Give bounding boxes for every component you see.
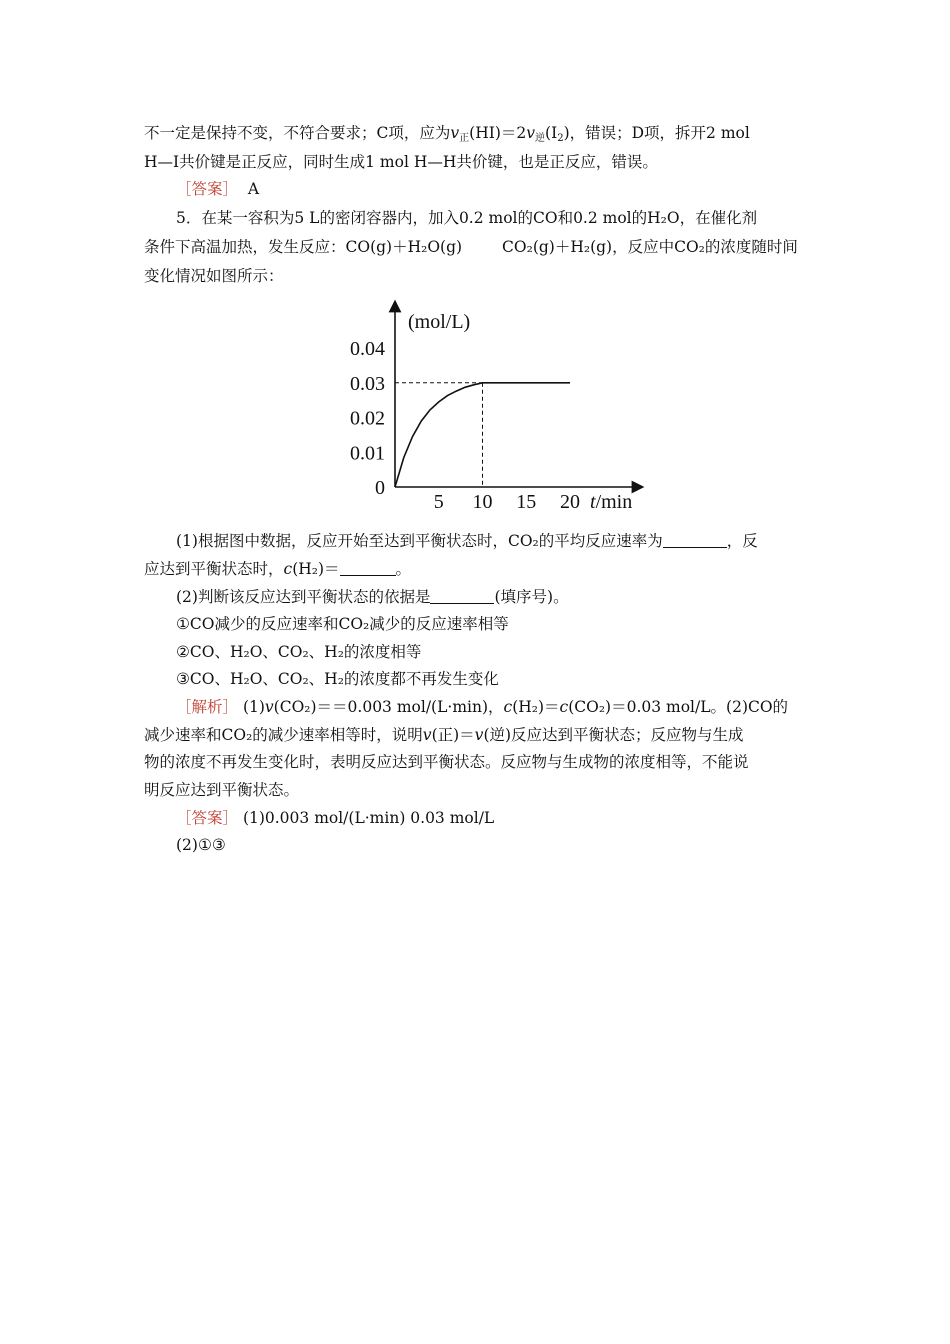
analysis-line-3: 物的浓度不再发生变化时，表明反应达到平衡状态。反应物与生成物的浓度相等，不能说 xyxy=(144,753,749,771)
answer-blank-2[interactable] xyxy=(340,561,396,576)
final-answer-tag: ［答案］ xyxy=(176,809,239,827)
x-tick-label: 10 xyxy=(472,491,493,513)
analysis-line-1: ［解析］ (1)v(CO₂)＝＝0.003 mol/(L·min)，c(H₂)＝c(CO₂)＝0.03 mol/L。(2)CO的 xyxy=(176,698,789,716)
q5-line-1: 5．在某一容积为5 L的密闭容器内，加入0.2 mol的CO和0.2 mol的H₂O，在催化剂 xyxy=(176,209,758,227)
x-tick-label: 5 xyxy=(433,491,444,513)
y-tick-label: 0.04 xyxy=(350,338,385,360)
y-tick-label: 0.03 xyxy=(350,372,385,395)
final-answer-1: ［答案］ (1)0.003 mol/(L·min) 0.03 mol/L xyxy=(176,809,495,827)
answer-blank-3[interactable] xyxy=(430,589,494,604)
q5-line-3: 变化情况如图所示： xyxy=(144,267,284,285)
option-1: ①CO减少的反应速率和CO₂减少的反应速率相等 xyxy=(176,615,509,633)
option-2: ②CO、H₂O、CO₂、H₂的浓度相等 xyxy=(176,643,422,661)
prev-line-2: H—I共价键是正反应，同时生成1 mol H—H共价键，也是正反应，错误。 xyxy=(144,153,658,171)
co2-concentration-chart xyxy=(338,298,658,518)
analysis-line-2: 减少速率和CO₂的减少速率相等时，说明v(正)＝v(逆)反应达到平衡状态；反应物与生成 xyxy=(144,726,744,744)
answer-blank-1[interactable] xyxy=(663,533,727,548)
prev-line-1: 不一定是保持不变，不符合要求；C项，应为$v_正(HI)=2v_逆(I_2)$，错误；D项，拆开2 mol xyxy=(144,124,750,144)
prev-answer: ［答案］ A xyxy=(176,180,260,198)
x-tick-label: 20 xyxy=(560,491,580,513)
final-answer-2: (2)①③ xyxy=(176,836,226,854)
analysis-line-4: 明反应达到平衡状态。 xyxy=(144,781,300,799)
y-tick-label: 0 xyxy=(375,477,385,499)
q5-line-2: 条件下高温加热，发生反应：CO(g)＋H₂O(g) CO₂(g)＋H₂(g)，反应中CO₂的浓度随时间 xyxy=(144,238,798,256)
sub2-line: (2)判断该反应达到平衡状态的依据是 (填序号)。 xyxy=(176,588,569,606)
sub1-line-1: (1)根据图中数据，反应开始至达到平衡状态时，CO₂的平均反应速率为 ，反 xyxy=(176,532,758,550)
option-3: ③CO、H₂O、CO₂、H₂的浓度都不再发生变化 xyxy=(176,670,499,688)
analysis-tag: ［解析］ xyxy=(176,698,239,716)
x-tick-label: 15 xyxy=(516,491,537,513)
y-tick-label: 0.01 xyxy=(350,442,385,465)
y-tick-label: 0.02 xyxy=(350,407,385,430)
y-axis-label: (mol/L) xyxy=(408,311,471,333)
sub1-line-2: 应达到平衡状态时，c(H₂)＝ 。 xyxy=(144,560,412,578)
answer-tag: ［答案］ xyxy=(176,180,239,198)
x-axis-label: t/min xyxy=(590,491,633,513)
